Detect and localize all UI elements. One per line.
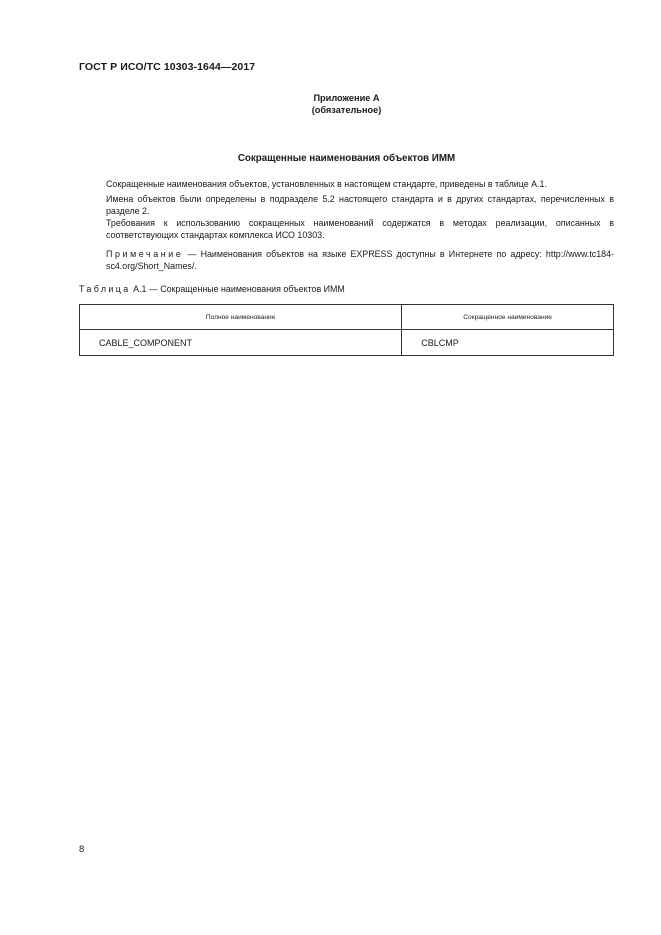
paragraph-1-text: Сокращенные наименования объектов, установленных в настоящем стандарте, приведены в таблице А.1. (106, 179, 547, 189)
header-full-name: Полное наименование (80, 305, 402, 330)
short-names-table (79, 304, 614, 356)
header-short-name: Сокращенное наименование (402, 305, 614, 330)
paragraph-3 (79, 217, 614, 241)
table-caption-label: Таблица (79, 284, 131, 294)
paragraph-2-text: Имена объектов были определены в подразделе 5.2 настоящего стандарта и в других стандартах, перечисленных в разделе 2. (106, 194, 614, 217)
note-text: — Наименования объектов на языке EXPRESS доступны в Интернете по адресу: http://www.tc184-sc4.org/Short_Names/. (106, 249, 614, 272)
appendix-heading (79, 92, 614, 116)
paragraph-1 (79, 178, 614, 190)
cell-full-name: CABLE_COMPONENT (80, 330, 402, 356)
table-caption (79, 284, 345, 294)
note-label: Примечание (106, 249, 184, 259)
appendix-subtitle: (обязательное) (311, 105, 382, 115)
section-title: Сокращенные наименования объектов ИММ (237, 153, 456, 164)
table-header-row (80, 305, 614, 330)
paragraph-2 (79, 193, 614, 217)
note (79, 248, 614, 272)
table-row (80, 330, 614, 356)
appendix-title: Приложение А (313, 93, 380, 103)
paragraph-3-text: Требования к использованию сокращенных наименований содержатся в методах реализации, описанных в соответствующих стандартах комплекса ИСО 10303. (106, 218, 614, 241)
document-header: ГОСТ Р ИСО/ТС 10303-1644—2017 (79, 61, 256, 73)
page-number: 8 (79, 844, 85, 855)
cell-short-name: CBLCMP (402, 330, 614, 356)
table-caption-text: А.1 — Сокращенные наименования объектов ИММ (133, 284, 345, 294)
